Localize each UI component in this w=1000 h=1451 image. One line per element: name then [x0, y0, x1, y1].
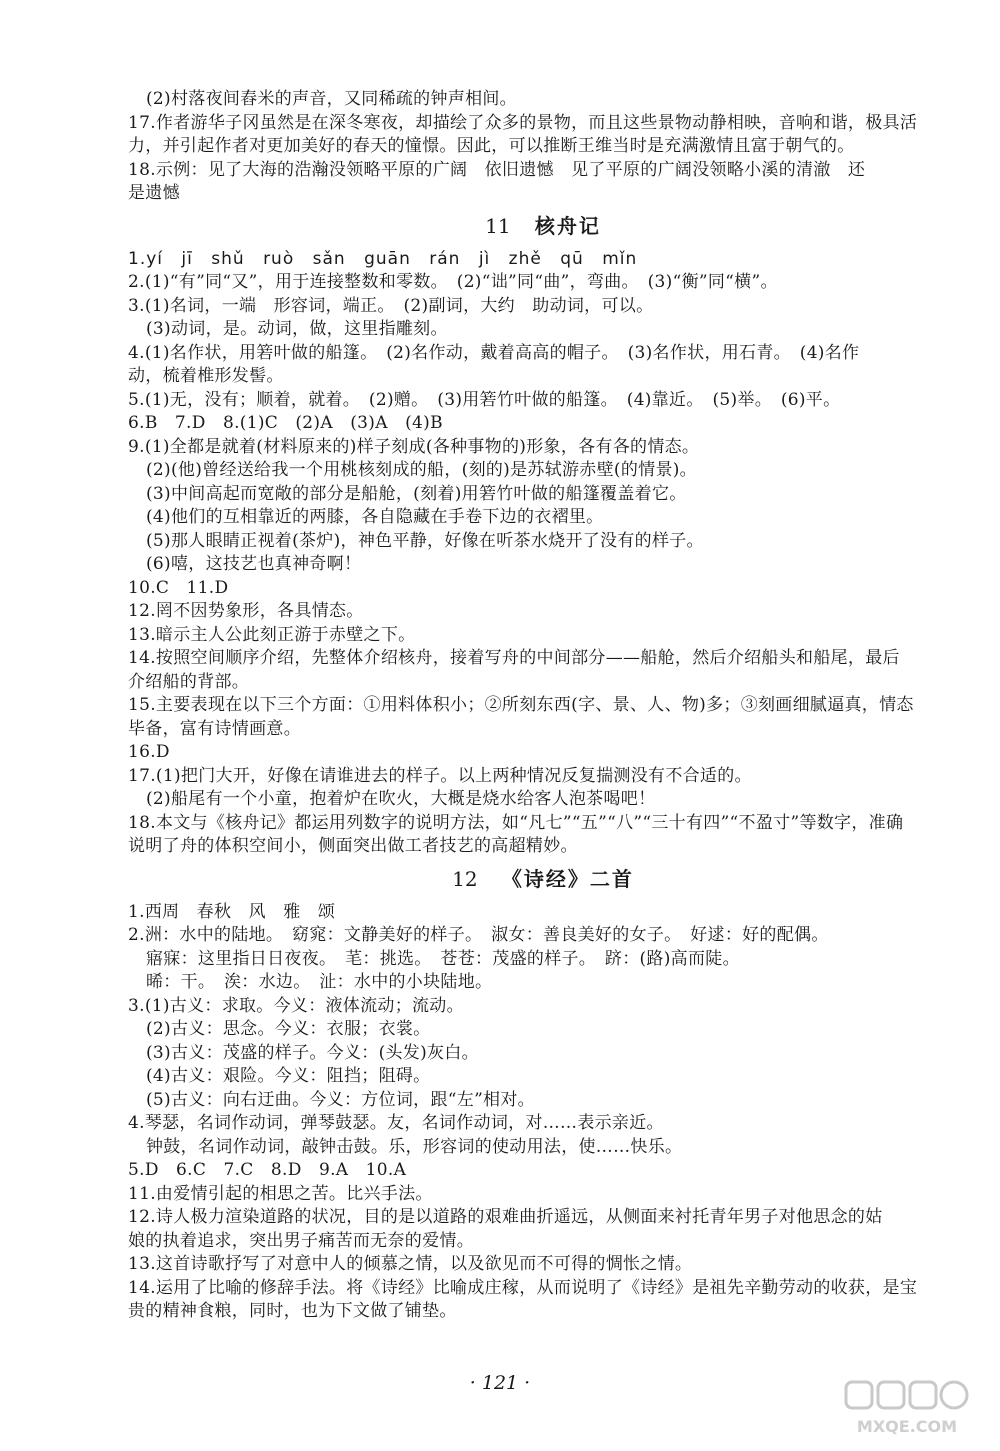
answer-line: (6)嘻，这技艺也真神奇啊！ — [146, 554, 362, 574]
watermark-text: MXQE.COM — [856, 1417, 958, 1436]
answer-line: 是遗憾 — [128, 183, 180, 203]
section-11-heading — [128, 212, 958, 240]
answer-line: (4)古义：艰险。今义：阻挡；阻碍。 — [146, 1066, 431, 1086]
answer-line: 12.诗人极力渲染道路的状况，目的是以道路的艰难曲折遥远，从侧面来衬托青年男子对他思念的姑 — [128, 1207, 883, 1227]
answer-line: 12.罔不因势象形，各具情态。 — [128, 601, 364, 621]
answer-line: 18.示例：见了大海的浩瀚没领略平原的广阔 依旧遗憾 见了平原的广阔没领略小溪的清澈 还 — [128, 159, 866, 180]
answer-content — [128, 88, 958, 1324]
answer-line: (2)船尾有一个小童，抱着炉在吹火，大概是烧水给客人泡茶喝吧！ — [146, 789, 656, 809]
answer-line: 说明了舟的体积空间小，侧面突出做工者技艺的高超精妙。 — [128, 836, 578, 856]
answer-line: (2)村落夜间舂米的声音，又同稀疏的钟声相间。 — [146, 89, 517, 109]
answer-line: (3)动词，是。动词，做，这里指雕刻。 — [146, 319, 448, 339]
section-11-answers — [128, 271, 958, 859]
section-11-title: 核舟记 — [534, 213, 601, 238]
answer-line: 6.B 7.D 8.(1)C (2)A (3)A (4)B — [128, 413, 443, 433]
section-12-number: 12 — [452, 866, 478, 891]
answer-line: (3)中间高起而宽敞的部分是船舱，(刻着)用箬竹叶做的船篷覆盖着它。 — [146, 483, 687, 504]
answer-line: 贵的精神食粮，同时，也为下文做了铺垫。 — [128, 1301, 457, 1321]
answer-line: 13.这首诗歌抒写了对意中人的倾慕之情，以及欲见而不可得的惆怅之情。 — [128, 1254, 693, 1274]
answer-line: 动，梳着椎形发髻。 — [128, 366, 284, 386]
page-number: · 121 · — [469, 1372, 531, 1394]
answer-line: (5)古义：向右迂曲。今义：方位词，跟“左”相对。 — [146, 1089, 535, 1110]
prior-section-answers — [128, 88, 958, 206]
answer-line: 14.按照空间顺序介绍，先整体介绍核舟，接着写舟的中间部分——船舱，然后介绍船头和船尾，最后 — [128, 648, 900, 668]
answer-line: 5.(1)无，没有；顺着，就着。 (2)赠。 (3)用箬竹叶做的船篷。 (4)靠近。 (5)举。 (6)平。 — [128, 389, 841, 410]
section-12-answers — [128, 901, 958, 1324]
answer-line: 毕备，富有诗情画意。 — [128, 718, 301, 739]
answer-line: 2.(1)“有”同“又”，用于连接整数和零数。 (2)“诎”同“曲”，弯曲。 (3)“衡”同“横”。 — [128, 272, 778, 292]
answer-line: 寤寐：这里指日日夜夜。 芼：挑选。 苍苍：茂盛的样子。 跻：(路)高而陡。 — [146, 948, 740, 969]
answer-line: 娘的执着追求，突出男子痛苦而无奈的爱情。 — [128, 1230, 474, 1251]
answer-line: 晞：干。 涘：水边。 沚：水中的小块陆地。 — [146, 972, 493, 992]
answer-line: (3)古义：茂盛的样子。今义：(头发)灰白。 — [146, 1042, 479, 1063]
answer-line: (5)那人眼睛正视着(茶炉)，神色平静，好像在听茶水烧开了没有的样子。 — [146, 530, 704, 551]
answer-line: 13.暗示主人公此刻正游于赤壁之下。 — [128, 624, 416, 645]
answer-line: 9.(1)全都是就着(材料原来的)样子刻成(各种事物的)形象，各有各的情态。 — [128, 436, 700, 457]
answer-line: 3.(1)名词，一端 形容词，端正。 (2)副词，大约 助动词，可以。 — [128, 295, 654, 316]
answer-line: 15.主要表现在以下三个方面：①用料体积小；②所刻东西(字、景、人、物)多；③刻画细腻逼真，情态 — [128, 695, 914, 715]
answer-line: 1.西周 春秋 风 雅 颂 — [128, 901, 336, 922]
answer-line: 16.D — [128, 742, 170, 762]
answer-line: 14.运用了比喻的修辞手法。将《诗经》比喻成庄稼，从而说明了《诗经》是祖先辛勤劳动的收获，是宝 — [128, 1277, 918, 1298]
answer-line: 17.作者游华子冈虽然是在深冬寒夜，却描绘了众多的景物，而且这些景物动静相映，音响和谐，极具活 — [128, 112, 918, 133]
answer-line: 钟鼓，名词作动词，敲钟击鼓。乐，形容词的使动用法，使……快乐。 — [146, 1136, 683, 1157]
answer-line: (4)他们的互相靠近的两膝，各自隐藏在手卷下边的衣褶里。 — [146, 507, 604, 527]
answer-line: 17.(1)把门大开，好像在请谁进去的样子。以上两种情况反复揣测没有不合适的。 — [128, 765, 752, 786]
answer-line: 5.D 6.C 7.C 8.D 9.A 10.A — [128, 1160, 407, 1180]
answer-line: 2.洲：水中的陆地。 窈窕：文静美好的样子。 淑女：善良美好的女子。 好逑：好的配偶。 — [128, 925, 829, 945]
answer-line: (2)古义：思念。今义：衣服；衣裳。 — [146, 1019, 431, 1039]
answer-line: 4.(1)名作状，用箬叶做的船篷。 (2)名作动，戴着高高的帽子。 (3)名作状，用石青。 (4)名作 — [128, 342, 860, 363]
answer-line: (2)(他)曾经送给我一个用桃核刻成的船，(刻的)是苏轼游赤壁(的情景)。 — [146, 460, 697, 480]
answer-line: 4.琴瑟，名词作动词，弹琴鼓瑟。友，名词作动词，对……表示亲近。 — [128, 1113, 664, 1133]
watermark-logo — [842, 1378, 972, 1440]
answer-line: 10.C 11.D — [128, 577, 229, 598]
answer-line: 11.由爱情引起的相思之苦。比兴手法。 — [128, 1183, 433, 1204]
answer-line: 18.本文与《核舟记》都运用列数字的说明方法，如“凡七”“五”“八”“三十有四”“不盈寸”等数字，准确 — [128, 812, 904, 833]
answer-line: 3.(1)古义：求取。今义：液体流动；流动。 — [128, 995, 464, 1016]
section-12-heading — [128, 865, 958, 893]
section-11-number: 11 — [485, 213, 511, 238]
answer-line: 力，并引起作者对更加美好的春天的憧憬。因此，可以推断王维当时是充满激情且富于朝气的。 — [128, 136, 855, 156]
answer-line: 介绍船的背部。 — [128, 671, 250, 692]
section-12-title: 《诗经》二首 — [501, 866, 634, 891]
pinyin-answer: 1.yí jī shǔ ruò sǎn guān rán jì zhě qū mǐn — [128, 248, 638, 269]
